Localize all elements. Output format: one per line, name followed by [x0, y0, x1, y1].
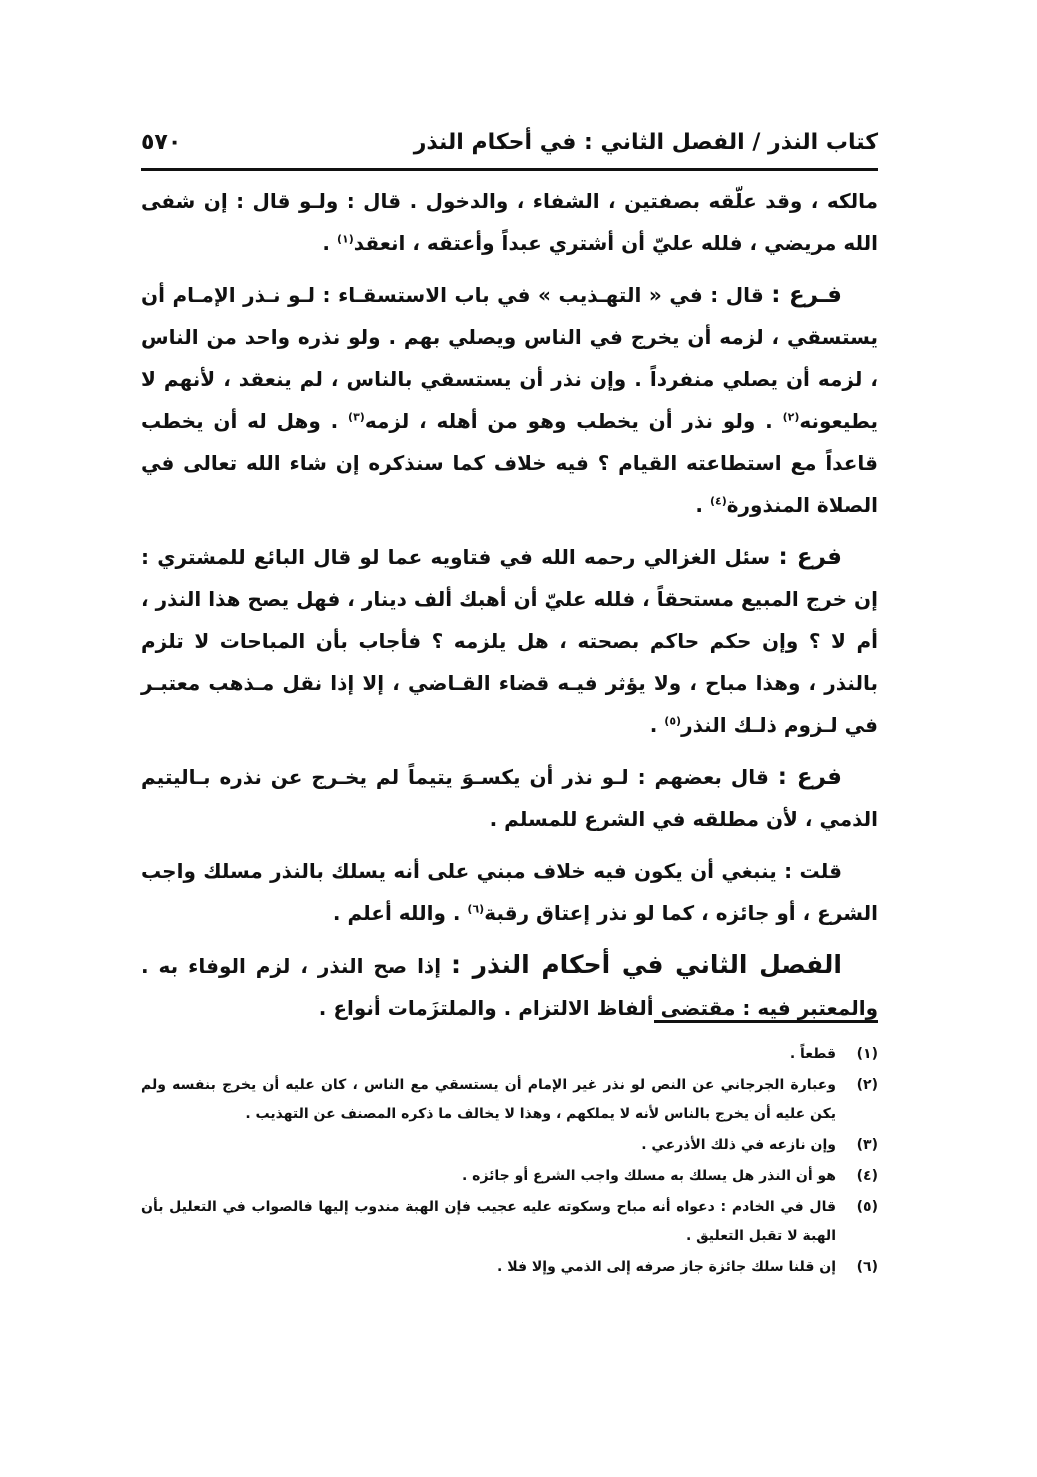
running-header	[141, 124, 878, 171]
footnote-item	[141, 1131, 878, 1160]
footnote-item	[141, 1071, 878, 1129]
paragraph-text: مالكه ، وقد علّقه بصفتين ، الشفاء ، والدخول . قال : ولـو قال : إن شفى الله مريضي ، فلله عليّ أن أشتري عبداً وأعتقه ، انعقد	[141, 189, 878, 255]
footnote-number: (١)	[856, 1046, 878, 1062]
section-heading: الفصل الثاني في أحكام النذر :	[450, 950, 842, 979]
footnote-text: قطعاً .	[789, 1046, 836, 1062]
footnote-text: وإن نازعه في ذلك الأذرعي .	[641, 1137, 836, 1153]
paragraph-tail: .	[322, 231, 337, 255]
paragraph-tail: . والله أعلم .	[332, 901, 468, 925]
paragraph-lead: فـرع :	[771, 282, 842, 308]
footnote-number: (٦)	[856, 1259, 878, 1275]
footnotes	[141, 1040, 878, 1284]
paragraph-tail: . ولو نذر أن يخطب وهو من أهله ، لزمه	[364, 409, 783, 433]
footnote-item	[141, 1193, 878, 1251]
paragraph-3	[141, 536, 878, 746]
paragraph-1	[141, 180, 878, 264]
footnote-ref: (٣)	[348, 410, 365, 424]
footnote-text: إن قلنا سلك جائزة جاز صرفه إلى الذمي وإلا فلا .	[497, 1259, 836, 1275]
footnote-divider	[654, 1020, 878, 1023]
footnote-item	[141, 1162, 878, 1191]
paragraph-lead: فرع :	[778, 544, 842, 570]
footnote-ref: (١)	[336, 232, 354, 246]
footnote-number: (٣)	[856, 1137, 878, 1153]
paragraph-lead: فرع :	[777, 764, 842, 790]
paragraph-lead: قلت :	[784, 859, 842, 883]
paragraph-2	[141, 274, 878, 526]
paragraph-tail: .	[649, 713, 665, 737]
paragraph-text: سئل الغزالي رحمه الله في فتاويه عما لو قال البائع للمشتري : إن خرج المبيع مستحقاً ، فلله عليّ أن أهبك ألف دينار ، فهل يصح هذا النذر ، أم لا ؟ وإن حكم حاكم بصحته ، هل يلزمه ؟ فأجاب بأن المباحات لا تلزم بالنذر ، وهذا مباح ، ولا يؤثر فيـه قضاء القـاضي ، إلا إذا نقل مـذهب معتبـر في لـزوم ذلـك النذر	[141, 545, 878, 737]
footnote-ref: (٦)	[467, 902, 485, 916]
paragraph-text: قال : في « التهـذيب » في باب الاستسقـاء : لـو نـذر الإمـام أن يستسقي ، لزمه أن يخرج في الناس ويصلي بهم . ولو نذره واحد من الناس ، لزمه أن يصلي منفرداً . وإن نذر أن يستسقي بالناس ، لم ينعقد ، لأنهم لا يطيعونه	[141, 283, 878, 433]
footnote-ref: (٥)	[664, 714, 682, 728]
main-text	[141, 180, 878, 1039]
header-title: كتاب النذر / الفصل الثاني : في أحكام النذر	[413, 130, 878, 155]
page-number: ٥٧٠	[141, 130, 182, 155]
paragraph-text: إذا صح النذر ، لزم الوفاء به . والمعتبر فيه : مقتضى ألفاظ الالتزام . والملتزَمات أنواع .	[141, 954, 878, 1020]
footnote-text: هو أن النذر هل يسلك به مسلك واجب الشرع أو جائزه .	[461, 1168, 836, 1184]
footnote-number: (٢)	[856, 1077, 878, 1093]
footnote-number: (٤)	[856, 1168, 878, 1184]
footnote-item	[141, 1040, 878, 1069]
paragraph-text: قال بعضهم : لـو نذر أن يكسـوَ يتيماً لم يخـرج عن نذره بـاليتيم الذمي ، لأن مطلقه في الشرع للمسلم .	[141, 765, 878, 831]
paragraph-5	[141, 850, 878, 934]
footnote-ref: (٢)	[782, 410, 800, 424]
paragraph-tail: . وهل له أن يخطب قاعداً مع استطاعته القيام ؟ فيه خلاف كما سنذكره إن شاء الله تعالى في الصلاة المنذورة	[141, 409, 878, 517]
paragraph-6	[141, 944, 878, 1029]
footnote-number: (٥)	[856, 1199, 878, 1215]
footnote-item	[141, 1253, 878, 1282]
paragraph-text: ينبغي أن يكون فيه خلاف مبني على أنه يسلك بالنذر مسلك واجب الشرع ، أو جائزه ، كما لو نذر إعتاق رقبة	[141, 859, 878, 925]
paragraph-tail: .	[695, 493, 710, 517]
paragraph-4	[141, 756, 878, 840]
footnote-ref: (٤)	[709, 494, 727, 508]
footnote-text: قال في الخادم : دعواه أنه مباح وسكوته عليه عجيب فإن الهبة مندوب إليها فالصواب في التعليل بأن الهبة لا تقبل التعليق .	[141, 1199, 836, 1244]
footnote-text: وعبارة الجرجاني عن النص لو نذر غير الإمام أن يستسقي مع الناس ، كان عليه أن يخرج بنفسه ولم يكن عليه أن يخرج بالناس لأنه لا يملكهم ، وهذا لا يخالف ما ذكره المصنف عن التهذيب .	[141, 1077, 836, 1122]
